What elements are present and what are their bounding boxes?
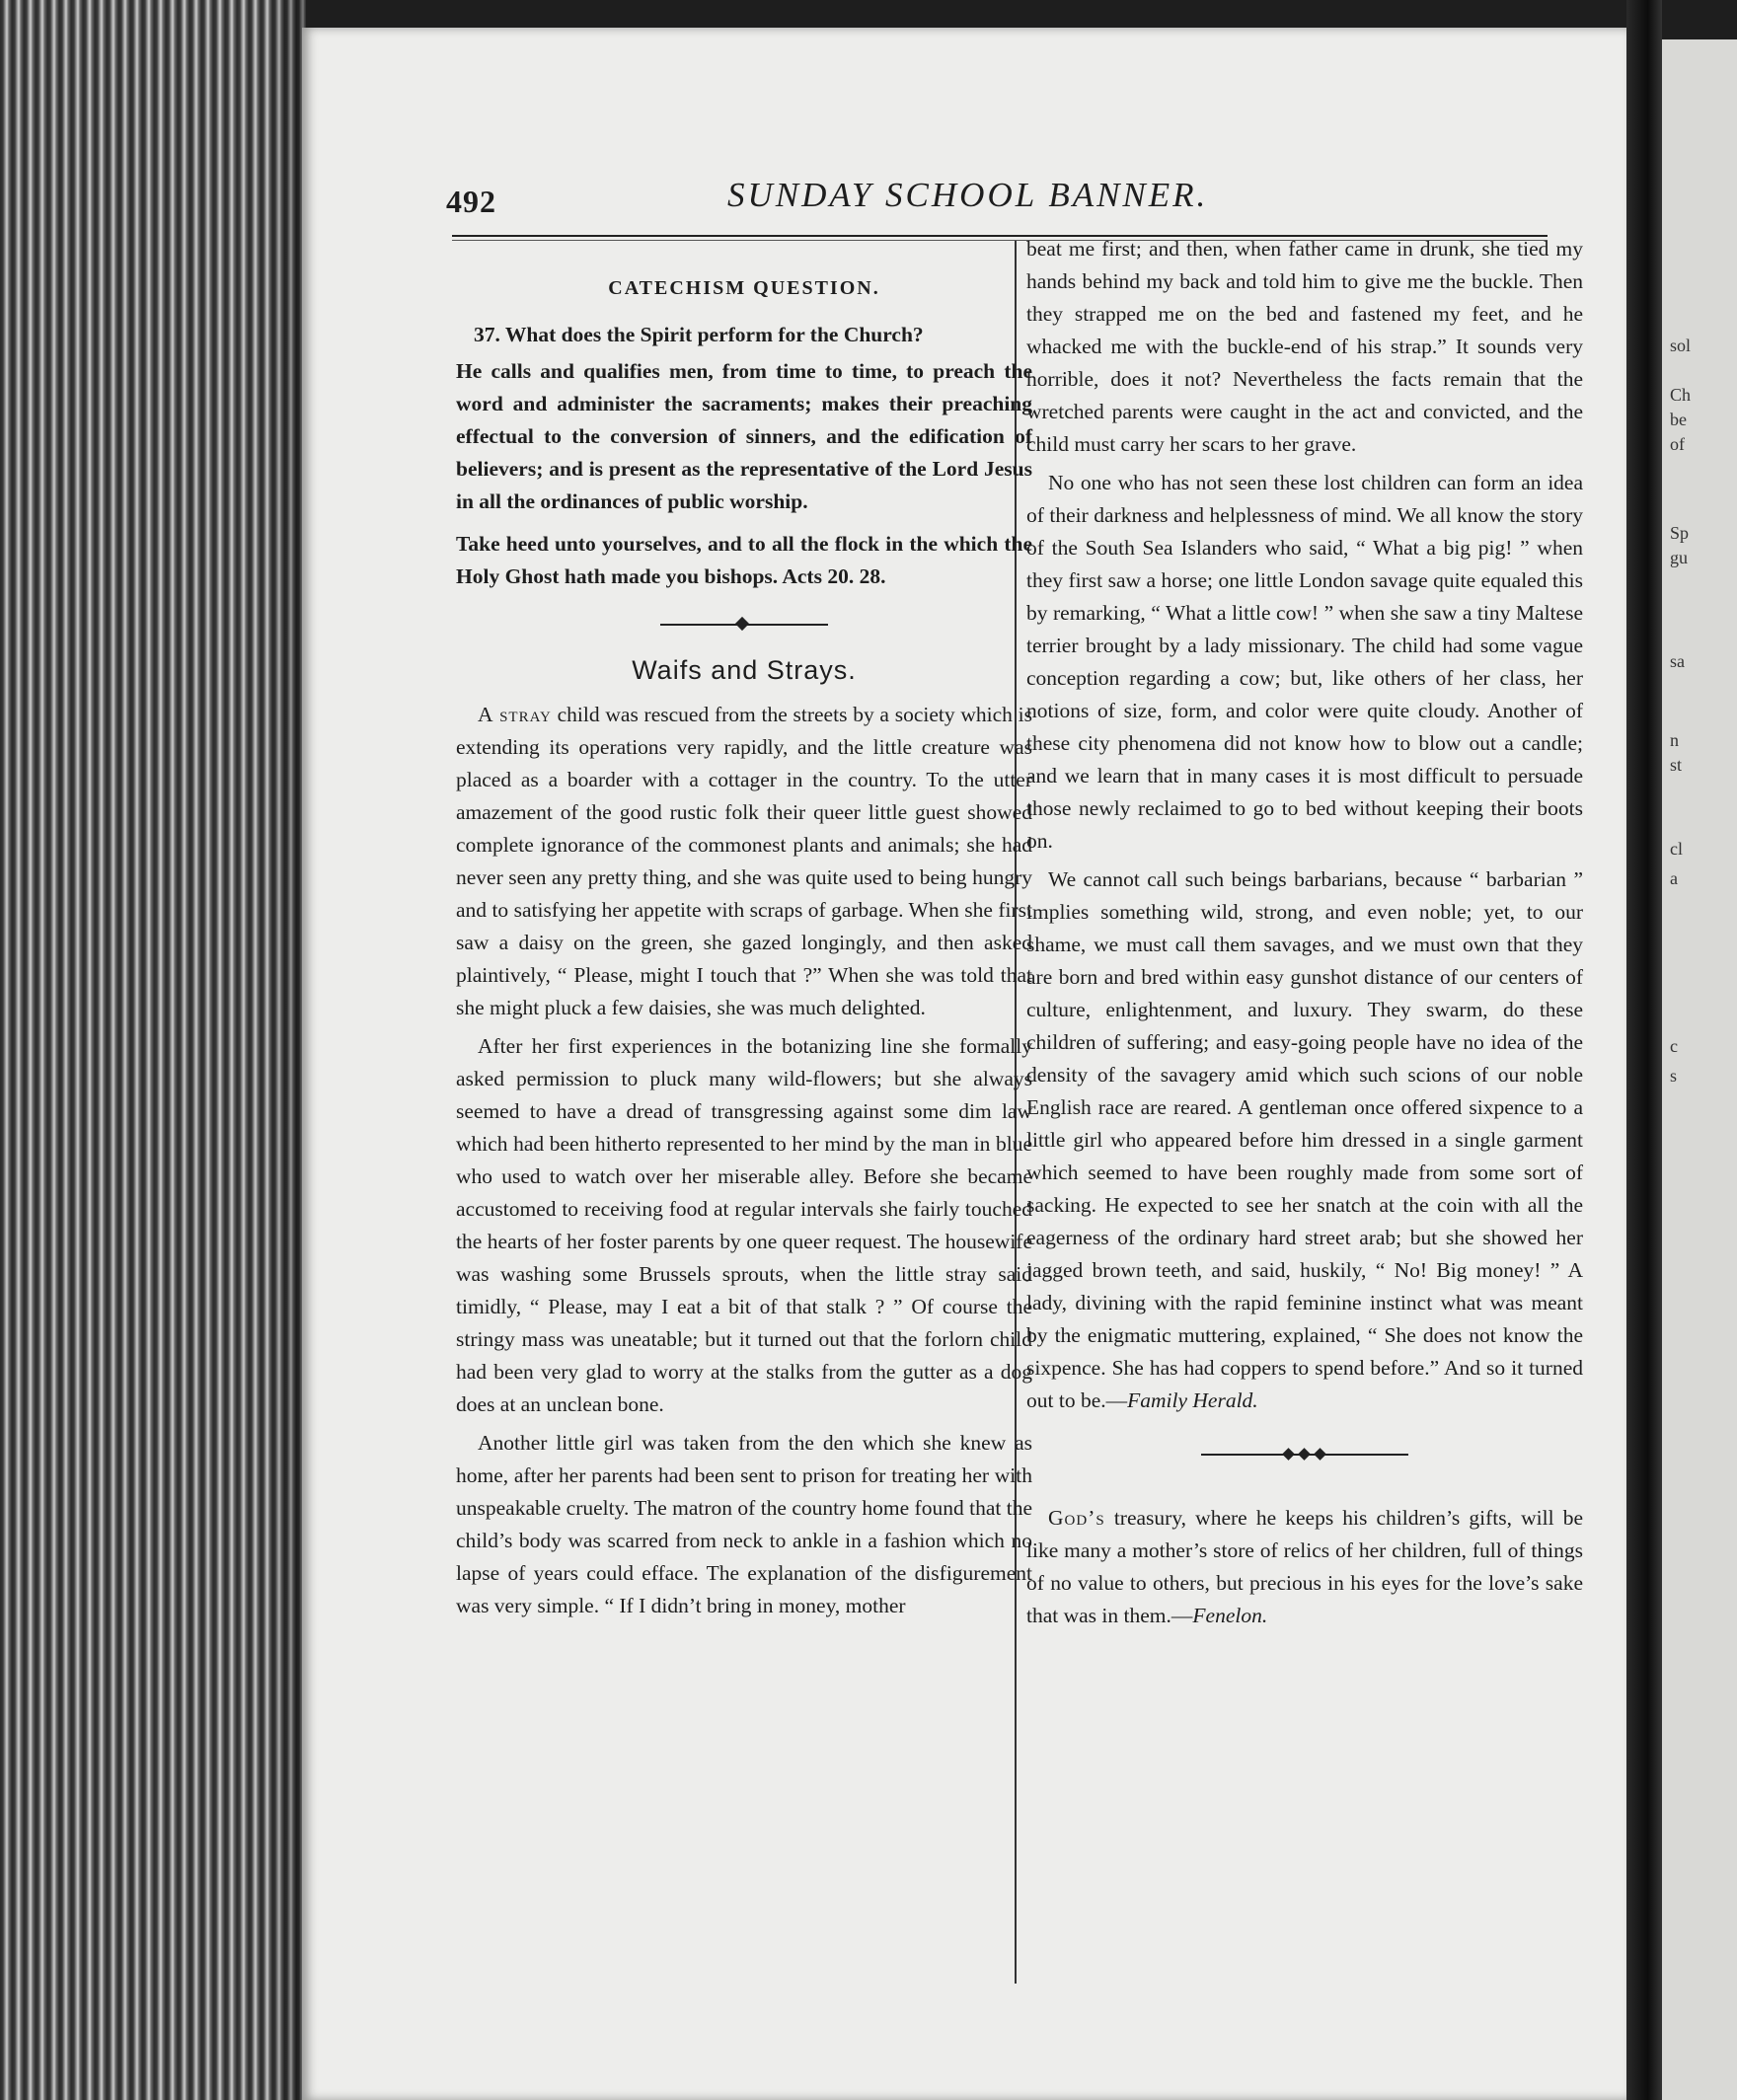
running-header [446,176,1561,219]
fragment-text: cl [1670,839,1683,859]
section-ornament [1201,1451,1408,1459]
paragraph-lead: God’s [1048,1506,1105,1530]
fragment-text: sa [1670,651,1685,671]
treasury-paragraph [1026,1502,1583,1632]
article-paragraph: After her first experiences in the botanizing line she formally asked permission to pluck many wild-flowers; but she always seemed to have a dread of transgressing against some dim law which had been hitherto represented to her mind by the man in blue who used to watch over her miserable alley. Before she became accustomed to receiving food at regular intervals she fairly touched the hearts of her foster parents by one queer request. The housewife was washing some Brussels sprouts, when the little stray said timidly, “ Please, may I eat a bit of that stalk ? ” Of course the stringy mass was uneatable; but it turned out that the forlorn child had been very glad to worry at the stalks from the gutter as a dog does at an unclean bone. [456,1034,1032,1416]
article-attribution: Family Herald. [1127,1388,1258,1412]
fragment-text: c [1670,1036,1678,1056]
catechism-title: CATECHISM QUESTION. [608,277,880,299]
paragraph-lead: A stray [478,703,552,726]
fragment-text: Sp [1670,523,1690,543]
fragment-text: sol [1670,336,1692,355]
article-paragraph: Another little girl was taken from the den which she knew as home, after her parents had been sent to prison for treating her with unspeakable cruelty. The matron of the country home found that the child’s body was scarred from neck to ankle in a fashion which no lapse of years could efface. The explanation of the disfigurement was very simple. “ If I didn’t bring in money, mother [456,1431,1032,1617]
catechism-section [456,272,1032,593]
catechism-scripture: Take heed unto yourselves, and to all the flock in the which the Holy Ghost hath made you bishops. Acts 20. 28. [456,532,1032,588]
page-number: 492 [446,184,496,219]
catechism-answer: He calls and qualifies men, from time to time, to preach the word and administer the sacraments; makes their preaching effectual to the conversion of sinners, and the edification of believers; and is present as the representative of the Lord Jesus in all the ordinances of public worship. [456,359,1032,513]
article-title: Waifs and Strays. [632,655,857,685]
paragraph-text: child was rescued from the streets by a society which is extending its operations very rapidly, and the little creature was placed as a boarder with a cottager in the country. To the utter amazement of the good rustic folk their queer little guest showed complete ignorance of the commonest plants and animals; she had never seen any pretty thing, and she was quite used to being hungry and to satisfying her appetite with scraps of garbage. When she first saw a daisy on the green, she gazed longingly, and then asked plaintively, “ Please, might I touch that ?” When she was told that she might pluck a few daisies, she was much delighted. [456,703,1033,1019]
fragment-text: be [1670,410,1687,429]
paragraph-text: treasury, where he keeps his children’s gifts, will be like many a mother’s store of relics of her children, full of things of no value to others, but precious in his eyes for the love’s sake that was in them.— [1026,1506,1583,1627]
fragment-text: gu [1670,548,1688,567]
left-column [456,264,1032,1628]
journal-title: SUNDAY SCHOOL BANNER. [727,176,1209,214]
article-paragraph [1026,863,1583,1417]
right-column [1026,233,1583,1638]
article-paragraph [456,699,1032,1024]
treasury-attribution: Fenelon. [1192,1604,1268,1627]
book-page-edges [0,0,306,2100]
fragment-text: a [1670,868,1678,888]
fragment-text: n [1670,730,1679,750]
article-paragraph: No one who has not seen these lost children can form an idea of their darkness and helplessness of mind. We all know the story of the South Sea Islanders who said, “ What a big pig! ” when they first saw a horse; one little London savage quite equaled this by remarking, “ What a little cow! ” when she saw a tiny Maltese terrier brought by a lady missionary. The child had some vague conception regarding a cow; but, like others of her class, her notions of size, form, and color were quite cloudy. Another of these city phenomena did not know how to blow out a candle; and we learn that in many cases it is most difficult to persuade those newly reclaimed to go to bed without keeping their boots on. [1026,471,1583,853]
article-paragraph-continued: beat me first; and then, when father came in drunk, she tied my hands behind my back and told him to give me the buckle. Then they strapped me on the bed and fastened my feet, and he whacked me with the buckle-end of his strap.” It sounds very horrible, does it not? Nevertheless the facts remain that the wretched parents were caught in the act and convicted, and the child must carry her scars to her grave. [1026,237,1583,456]
fragment-text: Ch [1670,385,1692,405]
fragment-text: of [1670,434,1685,454]
fragment-text: s [1670,1066,1678,1086]
section-ornament [660,621,828,629]
fragment-text: st [1670,755,1683,775]
paragraph-text: We cannot call such beings barbarians, because “ barbarian ” implies something wild, strong, and even noble; yet, to our shame, we must call them savages, and we must own that they are born and bred within easy gunshot distance of our centers of culture, enlightenment, and luxury. They swarm, do these children of suffering; and easy-going people have no idea of the density of the savagery amid which such scions of our noble English race are reared. A gentleman once offered sixpence to a little girl who appeared before him dressed in a single garment which seemed to have been roughly made from some sort of sacking. He expected to see her snatch at the coin with all the eagerness of the ordinary hard street arab; but she showed her jagged brown teeth, and said, huskily, “ No! Big money! ” A lady, divining with the rapid feminine instinct what was meant by the enigmatic muttering, explained, “ She does not know the sixpence. She has had coppers to spend before.” And so it turned out to be.— [1026,867,1583,1412]
catechism-question: 37. What does the Spirit perform for the Church? [474,323,924,346]
adjacent-page-fragment [1662,39,1737,2100]
treasury-section [1026,1502,1583,1632]
book-gutter [1626,0,1662,2100]
